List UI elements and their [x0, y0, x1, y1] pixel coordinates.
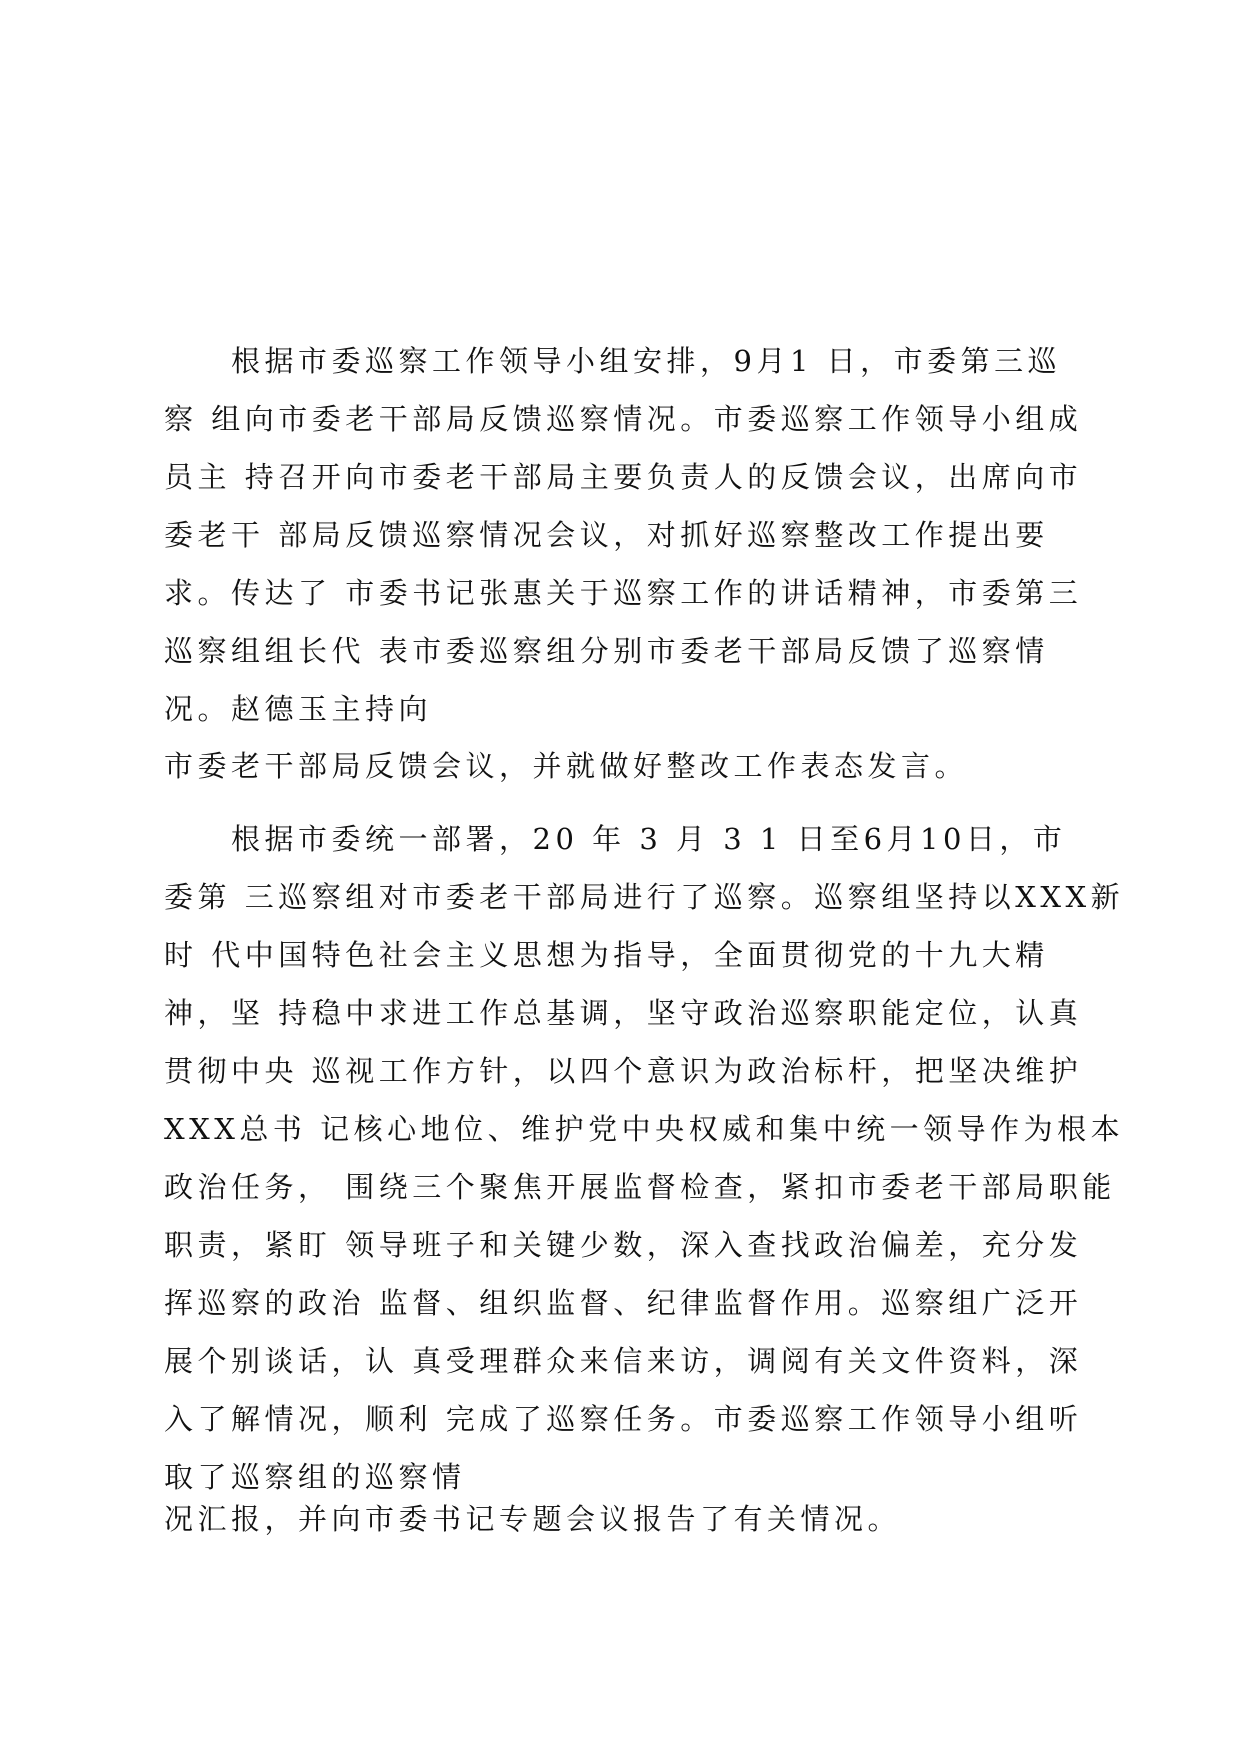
text-line: 政治任务， 围绕三个聚焦开展监督检查，紧扣市委老干部局职能	[164, 1170, 1116, 1204]
text-line: 根据市委统一部署，20 年 3 月 3 1 日至6月10日，市	[164, 822, 1067, 856]
text-line: 市委老干部局反馈会议，并就做好整改工作表态发言。	[164, 749, 969, 783]
text-line: 员主 持召开向市委老干部局主要负责人的反馈会议，出席向市	[164, 460, 1083, 494]
text-line: 况汇报，并向市委书记专题会议报告了有关情况。	[164, 1502, 902, 1536]
text-line: 展个别谈话，认 真受理群众来信来访，调阅有关文件资料，深	[164, 1344, 1083, 1378]
paragraph-feedback-continuation	[164, 737, 1114, 795]
text-line: 委第 三巡察组对市委老干部局进行了巡察。巡察组坚持以XXX新	[164, 880, 1125, 914]
text-line: 挥巡察的政治 监督、组织监督、纪律监督作用。巡察组广泛开	[164, 1286, 1083, 1320]
paragraph-feedback-meeting	[164, 332, 1114, 738]
text-line: 察 组向市委老干部局反馈巡察情况。市委巡察工作领导小组成	[164, 402, 1083, 436]
text-line: 巡察组组长代 表市委巡察组分别市委老干部局反馈了巡察情	[164, 634, 1049, 668]
text-line: 职责，紧盯 领导班子和关键少数，深入查找政治偏差，充分发	[164, 1228, 1083, 1262]
text-line: 贯彻中央 巡视工作方针，以四个意识为政治标杆，把坚决维护	[164, 1054, 1083, 1088]
text-line: 委老干 部局反馈巡察情况会议，对抓好巡察整改工作提出要	[164, 518, 1049, 552]
text-line: 求。传达了 市委书记张惠关于巡察工作的讲话精神，市委第三	[164, 576, 1083, 610]
text-line: XXX总书 记核心地位、维护党中央权威和集中统一领导作为根本	[164, 1112, 1125, 1146]
text-line: 根据市委巡察工作领导小组安排，9月1 日，市委第三巡	[164, 344, 1062, 378]
text-line: 时 代中国特色社会主义思想为指导，全面贯彻党的十九大精	[164, 938, 1049, 972]
text-line: 入了解情况，顺利 完成了巡察任务。市委巡察工作领导小组听	[164, 1402, 1083, 1436]
text-line: 神，坚 持稳中求进工作总基调，坚守政治巡察职能定位，认真	[164, 996, 1083, 1030]
paragraph-inspection-details	[164, 810, 1125, 1506]
text-line: 况。赵德玉主持向	[164, 692, 433, 726]
paragraph-inspection-continuation	[164, 1490, 1114, 1548]
text-line: 取了巡察组的巡察情	[164, 1460, 466, 1494]
